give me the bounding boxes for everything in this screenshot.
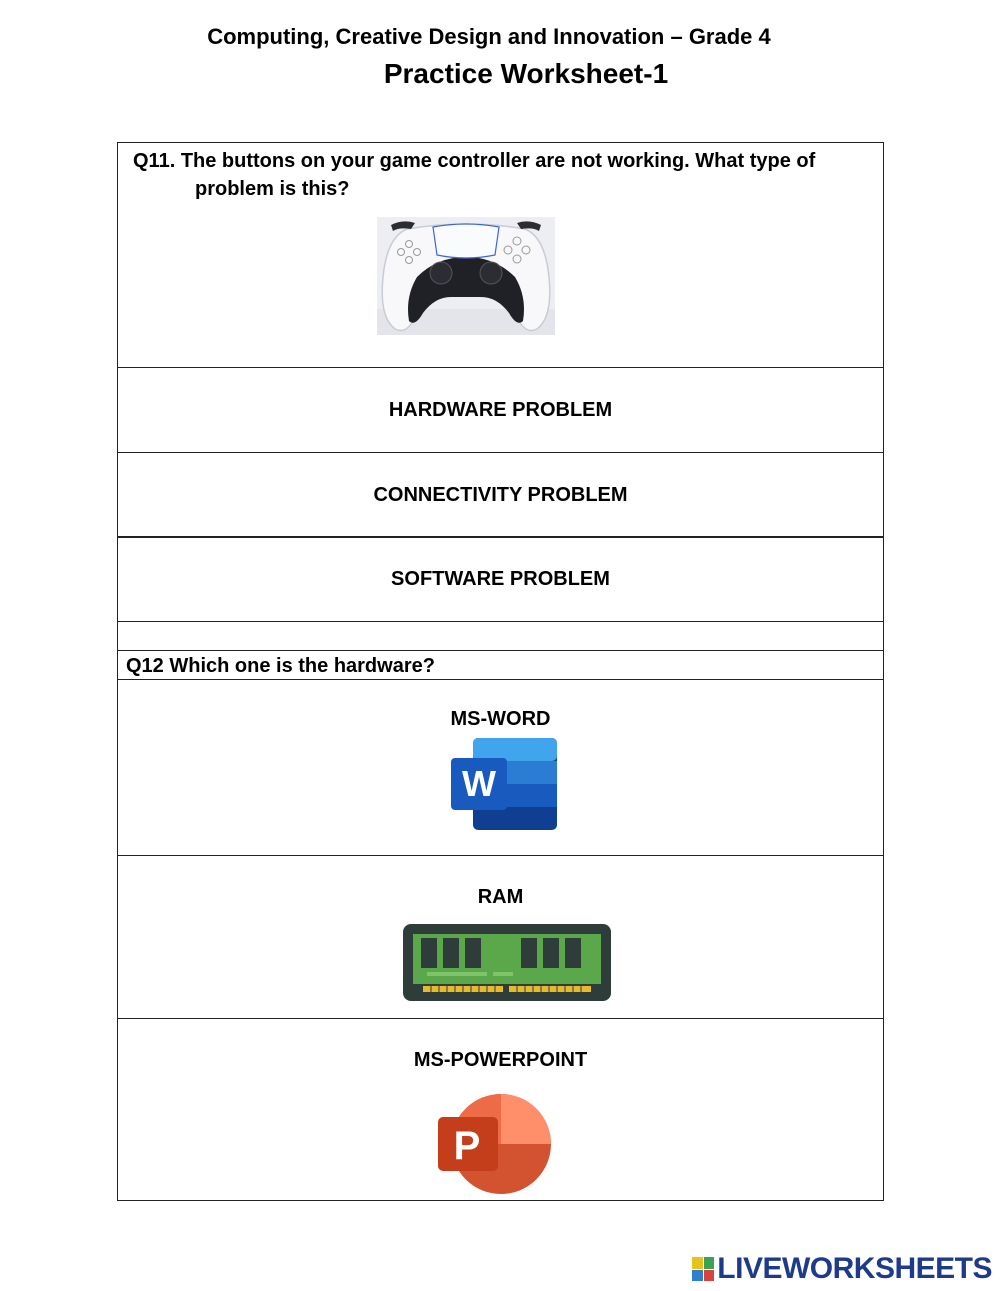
q12-option-ram-label: RAM [477,886,524,908]
q11-question-text [133,147,853,203]
liveworksheets-brand[interactable] [692,1252,992,1286]
q11-option-hardware-label: HARDWARE PROBLEM [388,398,613,421]
q12-option-ram[interactable] [117,855,884,1019]
ms-word-icon [451,738,559,830]
liveworksheets-brand-text: LIVEWORKSHEETS [717,1252,992,1285]
worksheet-title: Practice Worksheet-1 [383,58,669,89]
q12-question-box [117,650,884,680]
game-controller-icon [377,217,555,335]
q11-question-line2: problem is this? [195,178,350,200]
spacer-row [117,621,884,651]
q11-option-software[interactable] [117,536,884,622]
q12-option-ms-powerpoint[interactable] [117,1018,884,1201]
q12-option-ms-word-label: MS-WORD [450,708,551,730]
ram-icon [403,924,611,1001]
q12-question-text: Q12 Which one is the hardware? [126,655,435,677]
liveworksheets-logo-icon [692,1257,714,1281]
q12-option-ms-word[interactable] [117,679,884,856]
q11-question-line1: Q11. The buttons on your game controller are not working. What type of [133,150,816,172]
svg-text:W: W [462,763,496,804]
course-title: Computing, Creative Design and Innovation – Grade 4 [207,24,771,49]
ms-powerpoint-icon [438,1093,552,1195]
svg-text:P: P [453,1124,481,1168]
q11-option-software-label: SOFTWARE PROBLEM [391,567,610,590]
q12-option-ms-powerpoint-label: MS-POWERPOINT [413,1049,588,1071]
q11-option-hardware[interactable] [117,367,884,453]
q11-option-connectivity-label: CONNECTIVITY PROBLEM [373,483,628,506]
q11-question-box [117,142,884,368]
q11-option-connectivity[interactable] [117,452,884,538]
